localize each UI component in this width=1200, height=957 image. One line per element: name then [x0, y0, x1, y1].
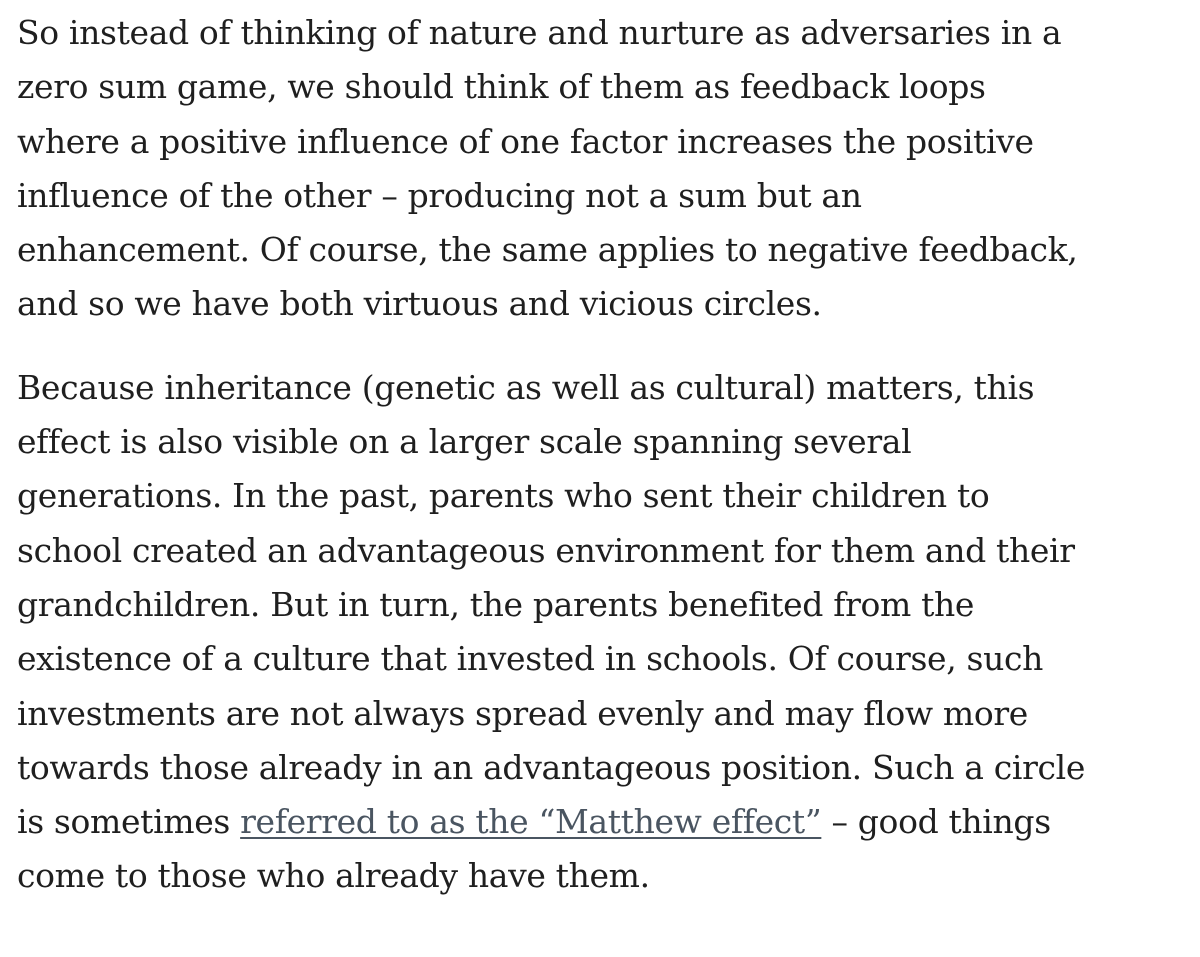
text-line: grandchildren. But in turn, the parents benefited from the: [17, 584, 975, 624]
text-line: school created an advantageous environment for them and their: [17, 530, 1075, 570]
link-line-suffix: – good things: [821, 802, 1051, 842]
text-line: towards those already in an advantageous position. Such a circle: [17, 747, 1086, 787]
text-line: effect is also visible on a larger scale spanning several: [17, 422, 912, 462]
paragraph-nature-nurture: [17, 6, 1200, 332]
text-line: investments are not always spread evenly and may flow more: [17, 693, 1028, 733]
text-line-with-link: [17, 795, 1200, 849]
text-line: existence of a culture that invested in schools. Of course, such: [17, 639, 1044, 679]
matthew-effect-link[interactable]: referred to as the “Matthew effect”: [240, 802, 822, 842]
text-line: So instead of thinking of nature and nurture as adversaries in a: [17, 13, 1062, 52]
text-line: come to those who already have them.: [17, 856, 650, 896]
text-line: enhancement. Of course, the same applies to negative feedback,: [17, 230, 1078, 270]
text-line: generations. In the past, parents who sent their children to: [17, 476, 990, 516]
text-line: and so we have both virtuous and vicious circles.: [17, 284, 822, 324]
text-line: zero sum game, we should think of them as feedback loops: [17, 67, 986, 107]
link-line-prefix: is sometimes: [17, 802, 241, 842]
text-line: influence of the other – producing not a sum but an: [17, 175, 862, 215]
text-line: where a positive influence of one factor increases the positive: [17, 121, 1034, 161]
paragraph-inheritance: [17, 361, 1200, 904]
text-line: Because inheritance (genetic as well as cultural) matters, this: [17, 367, 1035, 407]
